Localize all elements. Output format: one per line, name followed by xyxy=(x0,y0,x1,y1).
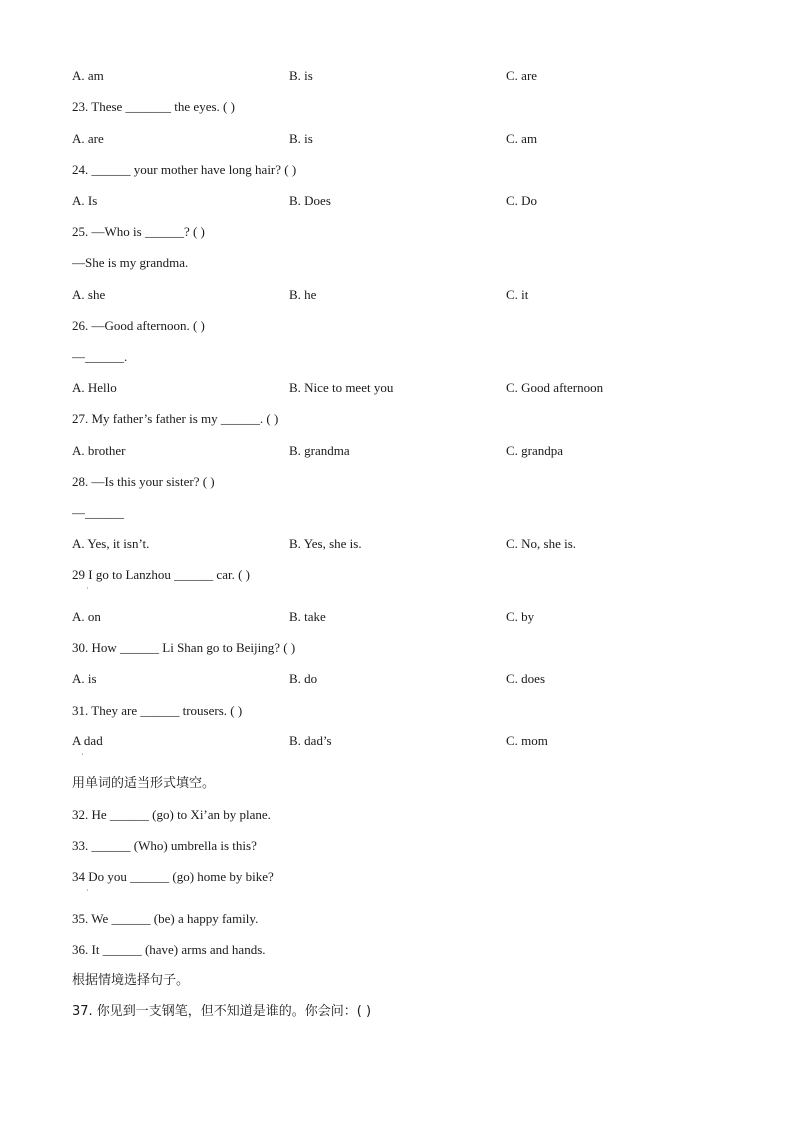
q23-option-c: C. am xyxy=(506,131,538,146)
q37-stem: 37. 你见到一支钢笔，但不知道是谁的。你会问：( ) xyxy=(72,1004,372,1019)
q32-stem: 32. He ______ (go) to Xi’an by plane. xyxy=(72,807,271,822)
q24-option-b: B. Does xyxy=(289,193,331,208)
q28-option-b: B. Yes, she is. xyxy=(289,536,362,551)
q22-option-c: C. are xyxy=(506,68,538,83)
dot-marker: · xyxy=(81,750,84,759)
q28-option-a: A. Yes, it isn’t. xyxy=(72,536,150,551)
q35-stem: 35. We ______ (be) a happy family. xyxy=(72,911,259,926)
q28-reply: —______ xyxy=(72,505,124,520)
q24-option-c: C. Do xyxy=(506,193,538,208)
q33-stem: 33. ______ (Who) umbrella is this? xyxy=(72,838,257,853)
q25-option-b: B. he xyxy=(289,287,317,302)
q23-option-a: A. are xyxy=(72,131,104,146)
q36-stem: 36. It ______ (have) arms and hands. xyxy=(72,942,266,957)
q24-stem: 24. ______ your mother have long hair? ( ) xyxy=(72,162,297,177)
q30-option-a: A. is xyxy=(72,671,97,686)
q31-option-b: B. dad’s xyxy=(289,733,332,748)
q29-option-c: C. by xyxy=(506,609,535,624)
q29-option-b: B. take xyxy=(289,609,326,624)
q28-option-c: C. No, she is. xyxy=(506,536,577,551)
q27-stem: 27. My father’s father is my ______. ( ) xyxy=(72,411,279,426)
q27-option-c: C. grandpa xyxy=(506,443,564,458)
q31-stem: 31. They are ______ trousers. ( ) xyxy=(72,703,243,718)
q26-option-a: A. Hello xyxy=(72,380,117,395)
q26-option-b: B. Nice to meet you xyxy=(289,380,394,395)
q29-stem: 29 I go to Lanzhou ______ car. ( ) xyxy=(72,567,250,582)
q25-reply: —She is my grandma. xyxy=(72,255,189,270)
q24-option-a: A. Is xyxy=(72,193,98,208)
q25-option-c: C. it xyxy=(506,287,529,302)
dot-marker: · xyxy=(86,886,89,895)
q25-stem: 25. —Who is ______? ( ) xyxy=(72,224,205,239)
q29-option-a: A. on xyxy=(72,609,101,624)
q28-stem: 28. —Is this your sister? ( ) xyxy=(72,474,215,489)
dot-marker: · xyxy=(86,584,89,593)
q26-stem: 26. —Good afternoon. ( ) xyxy=(72,318,205,333)
q31-option-c: C. mom xyxy=(506,733,548,748)
q31-option-a: A dad xyxy=(72,733,103,748)
q22-option-a: A. am xyxy=(72,68,104,83)
q30-option-b: B. do xyxy=(289,671,318,686)
section-heading-situations: 根据情境选择句子。 xyxy=(72,973,190,988)
q27-option-a: A. brother xyxy=(72,443,126,458)
section-heading-word-forms: 用单词的适当形式填空。 xyxy=(72,776,216,791)
q25-option-a: A. she xyxy=(72,287,106,302)
q23-option-b: B. is xyxy=(289,131,313,146)
q30-option-c: C. does xyxy=(506,671,545,686)
q34-stem: 34 Do you ______ (go) home by bike? xyxy=(72,869,274,884)
q26-option-c: C. Good afternoon xyxy=(506,380,604,395)
q23-stem: 23. These _______ the eyes. ( ) xyxy=(72,99,235,114)
q27-option-b: B. grandma xyxy=(289,443,350,458)
q22-option-b: B. is xyxy=(289,68,313,83)
q30-stem: 30. How ______ Li Shan go to Beijing? ( ) xyxy=(72,640,296,655)
q26-reply: —______. xyxy=(72,349,128,364)
